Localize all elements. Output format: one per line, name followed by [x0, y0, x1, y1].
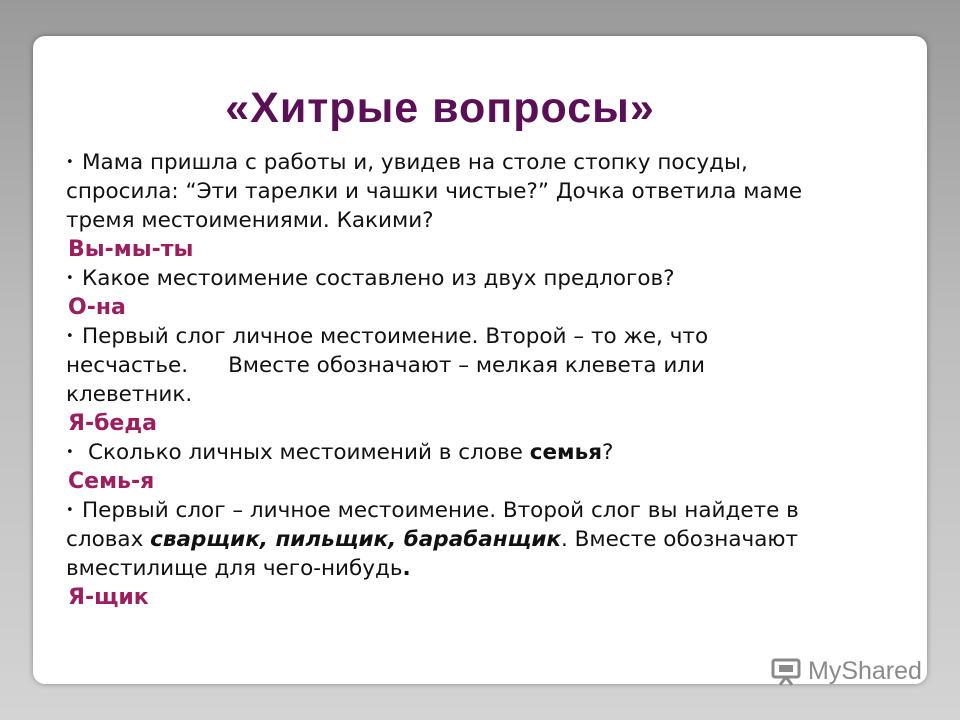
question-3	[66, 322, 888, 351]
bullet-icon: •	[66, 503, 74, 518]
question-5-line-3	[66, 554, 888, 583]
watermark-text: MyShared	[808, 656, 922, 685]
question-1	[66, 148, 888, 177]
question-3-line-1: Первый слог личное местоимение. Второй – то же, что	[82, 324, 709, 349]
answer-2: О-на	[68, 295, 126, 320]
myshared-logo	[770, 656, 922, 686]
bullet-icon: •	[66, 271, 74, 286]
question-2-text: Какое местоимение составлено из двух предлогов?	[82, 266, 675, 291]
question-5-line-3a: вместилище для чего-нибудь	[66, 556, 403, 581]
answer-3: Я-беда	[68, 411, 157, 436]
question-5-emphasis: сварщик, пильщик, барабанщик	[150, 527, 562, 552]
question-2	[66, 264, 888, 293]
question-3-line-2b: Вместе обозначают – мелкая клевета или	[228, 353, 706, 378]
question-5-period: .	[402, 556, 411, 581]
question-5-line-2b: . Вместе обозначают	[561, 527, 799, 552]
bullet-icon: •	[66, 445, 74, 460]
slide-content	[68, 148, 888, 612]
question-5-line-2a: словах	[66, 527, 151, 552]
slide-title: «Хитрые вопросы»	[225, 84, 655, 132]
question-3-line-2a: несчастье.	[66, 353, 189, 378]
question-5-line-2	[66, 525, 888, 554]
question-3-line-2	[66, 351, 888, 380]
question-1-line-2: спросила: “Эти тарелки и чашки чистые?” Дочка ответила маме	[66, 179, 803, 204]
question-4-end: ?	[602, 440, 614, 465]
question-5	[66, 496, 888, 525]
question-3-line-3: клеветник.	[66, 382, 193, 407]
question-1-line-1: Мама пришла с работы и, увидев на столе стопку посуды,	[82, 150, 748, 175]
question-4-emphasis: семья	[529, 440, 603, 465]
answer-5: Я-щик	[68, 585, 149, 610]
answer-4: Семь-я	[68, 469, 155, 494]
bullet-icon: •	[66, 155, 74, 170]
question-5-line-1: Первый слог – личное местоимение. Второй слог вы найдете в	[82, 498, 799, 523]
question-4	[66, 438, 888, 467]
bullet-icon: •	[66, 329, 74, 344]
presentation-board-icon	[770, 656, 804, 686]
question-1-line-3: тремя местоимениями. Какими?	[66, 208, 434, 233]
answer-1: Вы-мы-ты	[68, 237, 194, 262]
question-4-text: Сколько личных местоимений в слове	[88, 440, 530, 465]
slide	[33, 36, 927, 684]
